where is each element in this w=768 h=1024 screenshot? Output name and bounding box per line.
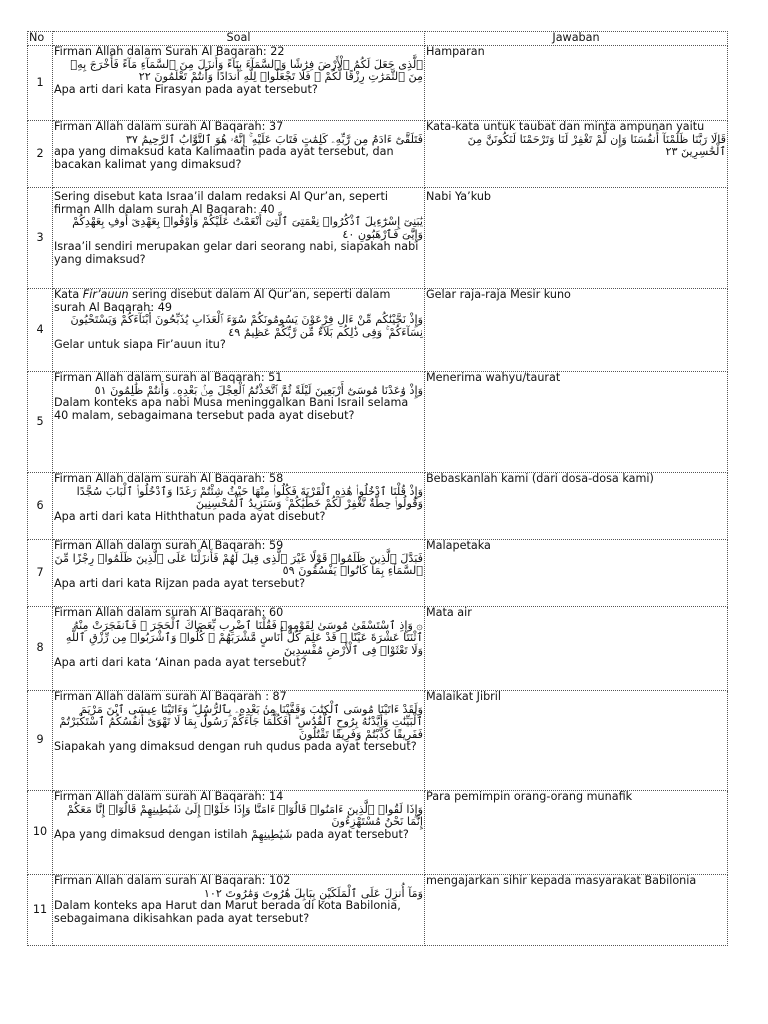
question-cell xyxy=(53,121,425,188)
answer-cell xyxy=(425,289,728,372)
arabic-verse: فَبَدَّلَ ٱلَّذِينَ ظَلَمُوا۟ قَوْلًا غَيْرَ ٱلَّذِى قِيلَ لَهُمْ فَأَنزَلْنَا عَلَى ٱلَّذِينَ ظَلَمُوا۟ رِجْزًا مِّنَ ٱلسَّمَآءِ بِمَا كَانُوا۟ يَفْسُقُونَ ٥٩ xyxy=(54,551,423,578)
question-arabic-term: شَيَٰطِينِهِمْ xyxy=(251,827,293,841)
answer-text: Malaikat Jibril xyxy=(426,690,501,703)
question-text: Dalam konteks apa nabi Musa meninggalkan Bani Israil selama 40 malam, sebagaimana tersebut pada ayat disebut? xyxy=(54,396,409,422)
question-intro: Sering disebut kata Israa’il dalam redaksi Al Qur’an, seperti firman Allh dalam surah Al Baqarah: 40 xyxy=(54,190,388,216)
question-cell xyxy=(53,188,425,289)
question-text: Apa arti dari kata Hiththatun pada ayat disebut? xyxy=(54,509,326,523)
answer-cell xyxy=(425,791,728,875)
question-cell xyxy=(53,289,425,372)
answer-cell xyxy=(425,607,728,691)
row-number: 6 xyxy=(28,473,53,540)
question-text: apa yang dimaksud kata Kalimaatin pada ayat tersebut, dan bacakan kalimat yang dimaksud? xyxy=(54,145,394,171)
question-cell xyxy=(53,875,425,946)
question-text xyxy=(54,829,423,842)
answer-text: mengajarkan sihir kepada masyarakat Babilonia xyxy=(426,875,697,887)
arabic-verse: يَٰبَنِىٓ إِسْرَٰٓءِيلَ ٱذْكُرُوا۟ نِعْمَتِىَ ٱلَّتِىٓ أَنْعَمْتُ عَلَيْكُمْ وَأَوْفُوا۟ بِعَهْدِىٓ أُوفِ بِعَهْدِكُمْ وَإِيَّٰىَ فَٱرْهَبُونِ ٤٠ xyxy=(72,215,423,241)
answer-text: Bebaskanlah kami (dari dosa-dosa kami) xyxy=(426,472,654,485)
question-text: Apa arti dari kata Rijzan pada ayat tersebut? xyxy=(54,576,306,590)
table-row xyxy=(28,607,728,691)
table-row xyxy=(28,791,728,875)
question-text-a: Apa yang dimaksud dengan istilah xyxy=(54,827,252,841)
question-intro: Firman Allah dalam surah al Baqarah: 51 xyxy=(54,372,283,384)
question-text: Siapakah yang dimaksud dengan ruh qudus pada ayat tersebut? xyxy=(54,740,417,754)
arabic-verse: وَمَآ أُنزِلَ عَلَى ٱلْمَلَكَيْنِ بِبَابِلَ هَٰرُوتَ وَمَٰرُوتَ ١٠٢ xyxy=(203,886,423,900)
answer-text: Gelar raja-raja Mesir kuno xyxy=(426,288,571,301)
row-number: 9 xyxy=(28,691,53,791)
question-text: Israa’il sendiri merupakan gelar dari seorang nabi, siapakah nabi yang dimaksud? xyxy=(54,240,419,266)
header-soal: Soal xyxy=(53,32,425,46)
table-row xyxy=(28,540,728,607)
table-row xyxy=(28,372,728,473)
header-no: No xyxy=(28,32,53,46)
question-cell xyxy=(53,46,425,121)
arabic-verse: وَلَقَدْ ءَاتَيْنَا مُوسَى ٱلْكِتَٰبَ وَقَفَّيْنَا مِنۢ بَعْدِهِۦ بِٱلرُّسُلِ ۖ وَءَاتَيْنَا عِيسَى ٱبْنَ مَرْيَمَ ٱلْبَيِّنَٰتِ وَأَيَّدْنَٰهُ بِرُوحِ ٱلْقُدُسِ ۗ أَفَكُلَّمَا جَآءَكُمْ رَسُولٌۢ بِمَا لَا تَهْوَىٰٓ أَنفُسُكُمُ ٱسْتَكْبَرْتُمْ فَفَرِيقًا كَذَّبْتُمْ وَفَرِيقًا تَقْتُلُونَ xyxy=(59,702,423,741)
intro-emphasis: Fir’auun xyxy=(82,288,129,301)
arabic-verse: ٱلَّذِى جَعَلَ لَكُمُ ٱلْأَرْضَ فِرَٰشًا وَٱلسَّمَآءَ بِنَآءً وَأَنزَلَ مِنَ ٱلسَّمَآءِ مَآءً فَأَخْرَجَ بِهِۦ مِنَ ٱلثَّمَرَٰتِ رِزْقًا لَّكُمْ ۖ فَلَا تَجْعَلُوا۟ لِلَّهِ أَندَادًا وَأَنتُمْ تَعْلَمُونَ ٢٢ xyxy=(70,57,423,84)
table-row xyxy=(28,691,728,791)
question-text: Gelar untuk siapa Fir’auun itu? xyxy=(54,338,226,352)
answer-text: Nabi Ya’kub xyxy=(426,190,492,203)
table-row xyxy=(28,46,728,121)
row-number: 2 xyxy=(28,121,53,188)
question-intro: Firman Allah dalam surah Al Baqarah: 14 xyxy=(54,791,284,803)
question-cell xyxy=(53,607,425,691)
question-cell xyxy=(53,691,425,791)
question-intro: Firman Allah dalam surah Al Baqarah: 102 xyxy=(54,875,291,887)
question-text: Apa arti dari kata Firasyan pada ayat tersebut? xyxy=(54,82,318,96)
answer-text: Malapetaka xyxy=(426,539,491,552)
answer-cell xyxy=(425,372,728,473)
table-row xyxy=(28,188,728,289)
question-cell xyxy=(53,473,425,540)
question-intro: Firman Allah dalam surah Al Baqarah : 87 xyxy=(54,691,287,703)
question-cell xyxy=(53,372,425,473)
answer-text: Para pemimpin orang-orang munafik xyxy=(426,790,633,803)
question-intro: Firman Allah dalam surah Al Baqarah: 59 xyxy=(54,540,284,552)
arabic-verse: وَإِذْ نَجَّيْنَٰكُم مِّنْ ءَالِ فِرْعَوْنَ يَسُومُونَكُمْ سُوٓءَ ٱلْعَذَابِ يُذَبِّحُونَ أَبْنَآءَكُمْ وَيَسْتَحْيُونَ نِسَآءَكُمْ ۚ وَفِى ذَٰلِكُم بَلَآءٌ مِّن رَّبِّكُمْ عَظِيمٌ ٤٩ xyxy=(70,313,423,339)
arabic-verse: وَإِذَا لَقُوا۟ ٱلَّذِينَ ءَامَنُوا۟ قَالُوٓا۟ ءَامَنَّا وَإِذَا خَلَوْا۟ إِلَىٰ شَيَٰطِينِهِمْ قَالُوٓا۟ إِنَّا مَعَكُمْ إِنَّمَا نَحْنُ مُسْتَهْزِءُونَ xyxy=(66,802,423,829)
question-text-b: pada ayat tersebut? xyxy=(292,827,409,841)
answer-cell xyxy=(425,46,728,121)
answer-cell xyxy=(425,691,728,791)
table-row xyxy=(28,121,728,188)
header-row xyxy=(28,32,728,46)
answer-cell xyxy=(425,540,728,607)
row-number: 11 xyxy=(28,875,53,946)
answer-text: Hamparan xyxy=(426,45,485,58)
row-number: 10 xyxy=(28,791,53,875)
arabic-verse: وَإِذْ قُلْنَا ٱدْخُلُوا۟ هَٰذِهِ ٱلْقَرْيَةَ فَكُلُوا۟ مِنْهَا حَيْثُ شِئْتُمْ رَغَدًا وَٱدْخُلُوا۟ ٱلْبَابَ سُجَّدًا وَقُولُوا۟ حِطَّةٌ نَّغْفِرْ لَكُمْ خَطَٰيَٰكُمْ ۚ وَسَنَزِيدُ ٱلْمُحْسِنِينَ xyxy=(76,484,423,511)
question-intro xyxy=(54,289,423,314)
answer-cell xyxy=(425,473,728,540)
quiz-table xyxy=(27,31,728,946)
answer-cell xyxy=(425,875,728,946)
answer-arabic: قَالَا رَبَّنَا ظَلَمْنَآ أَنفُسَنَا وَإِن لَّمْ تَغْفِرْ لَنَا وَتَرْحَمْنَا لَنَكُونَنَّ مِنَ ٱلْخَٰسِرِينَ ٢٣ xyxy=(467,132,726,159)
question-intro: Firman Allah dalam surah Al Baqarah: 60 xyxy=(54,607,284,619)
answer-text: Kata-kata untuk taubat dan minta ampunan yaitu xyxy=(426,121,705,133)
question-cell xyxy=(53,791,425,875)
question-intro: Firman Allah dalam surah Al Baqarah: 37 xyxy=(54,121,284,133)
quiz-sheet xyxy=(27,31,727,946)
arabic-verse: ۞ وَإِذِ ٱسْتَسْقَىٰ مُوسَىٰ لِقَوْمِهِۦ فَقُلْنَا ٱضْرِب بِّعَصَاكَ ٱلْحَجَرَ ۖ فَٱنفَجَرَتْ مِنْهُ ٱثْنَتَا عَشْرَةَ عَيْنًا ۖ قَدْ عَلِمَ كُلُّ أُنَاسٍ مَّشْرَبَهُمْ ۖ كُلُوا۟ وَٱشْرَبُوا۟ مِن رِّزْقِ ٱللَّهِ وَلَا تَعْثَوْا۟ فِى ٱلْأَرْضِ مُفْسِدِينَ xyxy=(65,618,423,657)
answer-cell xyxy=(425,188,728,289)
arabic-verse: وَإِذْ وَٰعَدْنَا مُوسَىٰٓ أَرْبَعِينَ لَيْلَةً ثُمَّ ٱتَّخَذْتُمُ ٱلْعِجْلَ مِنۢ بَعْدِهِۦ وَأَنتُمْ ظَٰلِمُونَ ٥١ xyxy=(94,383,423,397)
row-number: 3 xyxy=(28,188,53,289)
row-number: 1 xyxy=(28,46,53,121)
answer-text: Menerima wahyu/taurat xyxy=(426,371,561,384)
intro-text-b: sering disebut dalam Al Qur’an, seperti dalam surah Al Baqarah: 49 xyxy=(54,288,391,314)
row-number: 4 xyxy=(28,289,53,372)
answer-cell xyxy=(425,121,728,188)
table-row xyxy=(28,875,728,946)
answer-text: Mata air xyxy=(426,606,472,619)
row-number: 8 xyxy=(28,607,53,691)
arabic-verse: فَتَلَقَّىٰٓ ءَادَمُ مِن رَّبِّهِۦ كَلِمَٰتٍ فَتَابَ عَلَيْهِ ۚ إِنَّهُۥ هُوَ ٱلتَّوَّابُ ٱلرَّحِيمُ ٣٧ xyxy=(125,132,423,146)
question-text: Dalam konteks apa Harut dan Marut berada di kota Babilonia, sebagaimana dikisahkan pada ayat tersebut? xyxy=(54,899,401,925)
question-intro: Firman Allah dalam surah Al Baqarah: 58 xyxy=(54,473,284,485)
table-row xyxy=(28,289,728,372)
question-intro: Firman Allah dalam Surah Al Baqarah: 22 xyxy=(54,46,285,58)
intro-text-a: Kata xyxy=(54,288,83,301)
header-jawaban: Jawaban xyxy=(425,32,728,46)
row-number: 5 xyxy=(28,372,53,473)
question-text: Apa arti dari kata ‘Ainan pada ayat tersebut? xyxy=(54,656,307,670)
table-row xyxy=(28,473,728,540)
row-number: 7 xyxy=(28,540,53,607)
question-cell xyxy=(53,540,425,607)
